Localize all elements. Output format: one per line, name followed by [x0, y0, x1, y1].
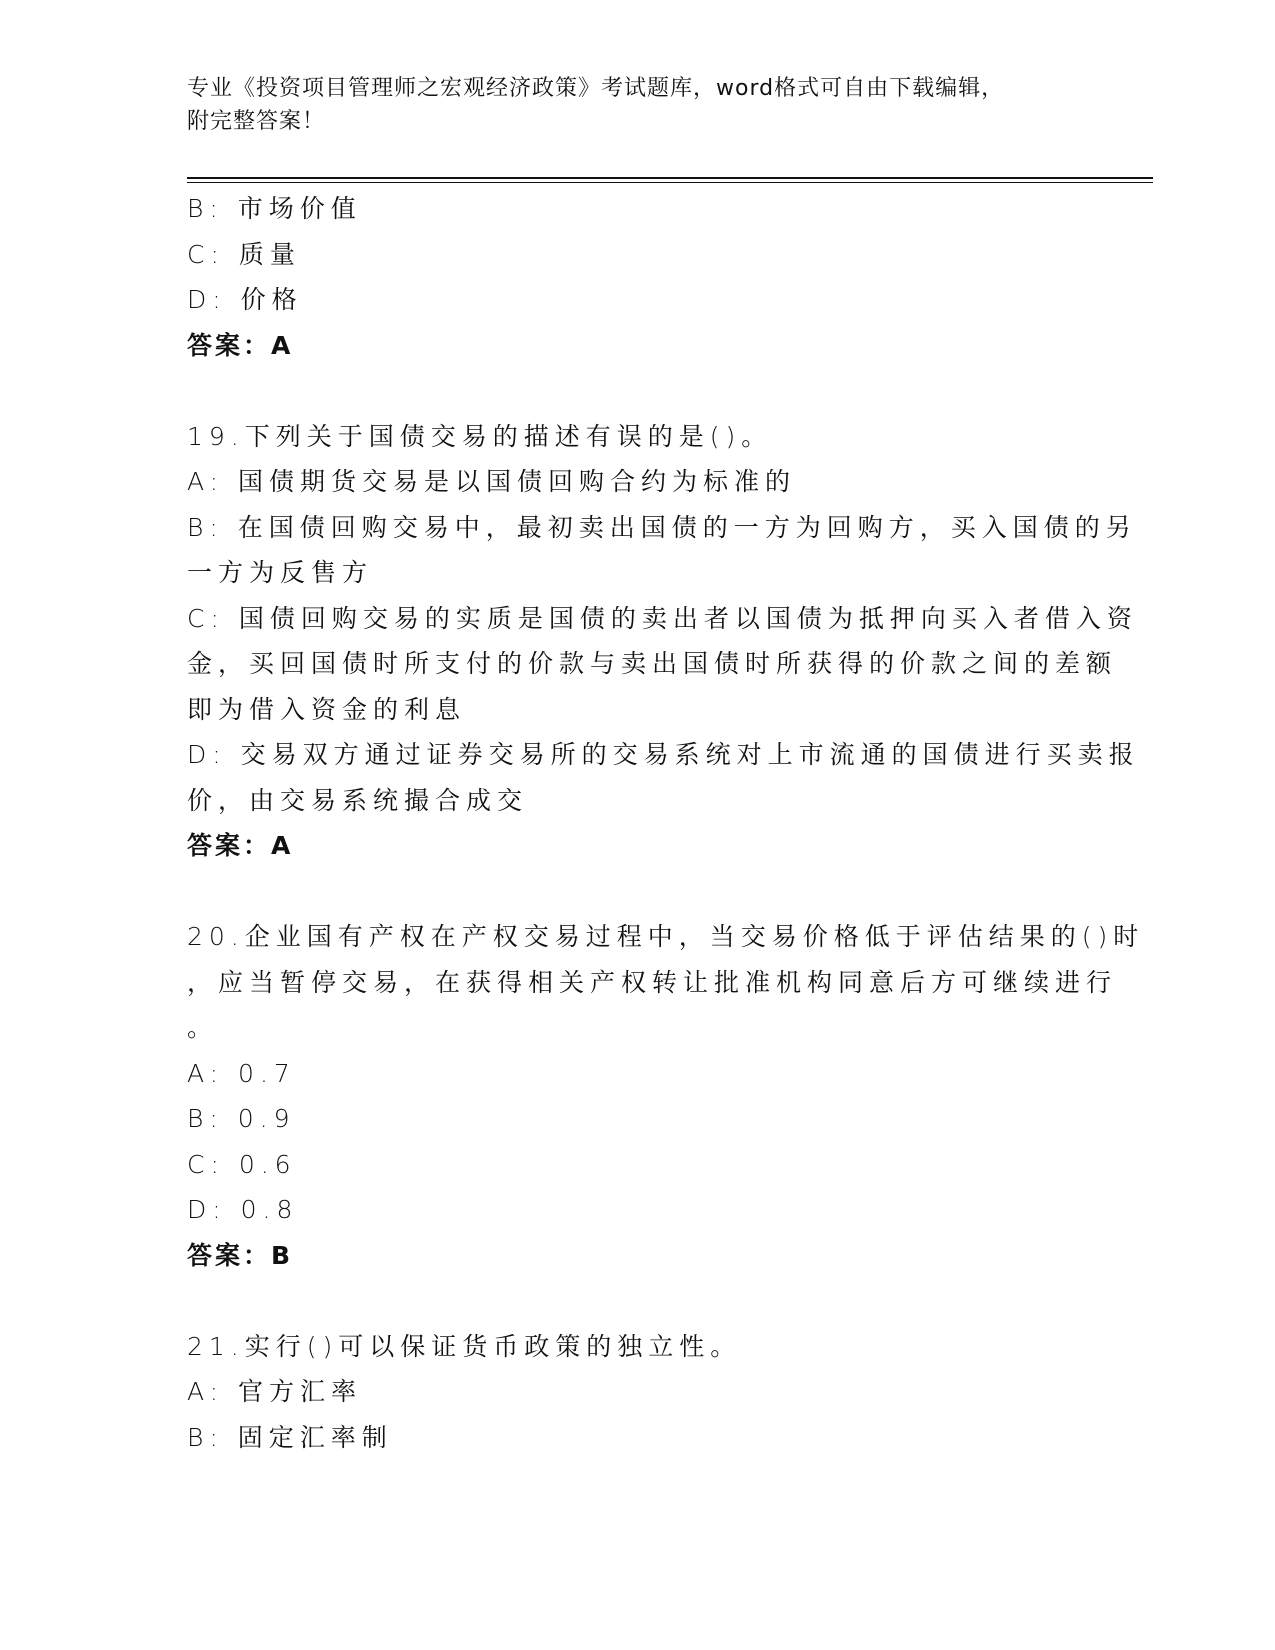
option-line: B: 0.9 — [187, 1104, 296, 1133]
question-block-20 — [187, 914, 1145, 1278]
answer-line: 答案：A — [187, 330, 294, 360]
option-line: A: 国债期货交易是以国债回购合约为标准的 — [187, 467, 797, 496]
option-line: 价，由交易系统撮合成交 — [187, 785, 529, 815]
document-header — [187, 72, 1067, 138]
question-content — [187, 186, 1145, 1460]
option-line: D: 价格 — [187, 285, 303, 314]
option-line: A: 0.7 — [187, 1058, 296, 1088]
block-spacer — [187, 1278, 1087, 1324]
question-line: 19.下列关于国债交易的描述有误的是()。 — [187, 421, 773, 451]
block-spacer — [187, 368, 1087, 414]
option-line: 金，买回国债时所支付的价款与卖出国债时所获得的价款之间的差额 — [187, 649, 1118, 678]
header-rule-thick — [187, 177, 1153, 179]
question-line: 21.实行()可以保证货币政策的独立性。 — [187, 1331, 742, 1361]
question-block-18 — [187, 186, 1087, 368]
question-line: 20.企业国有产权在产权交易过程中，当交易价格低于评估结果的()时 — [187, 922, 1145, 951]
answer-line: 答案：A — [187, 831, 294, 860]
option-line: 一方为反售方 — [187, 558, 374, 587]
question-block-21 — [187, 1324, 1087, 1461]
option-line: B: 固定汇率制 — [187, 1422, 393, 1452]
answer-line: 答案：B — [187, 1240, 294, 1270]
option-line: D: 0.8 — [187, 1195, 299, 1224]
option-line: C: 国债回购交易的实质是国债的卖出者以国债为抵押向买入者借入资 — [187, 603, 1138, 633]
option-line: B: 在国债回购交易中，最初卖出国债的一方为回购方，买入国债的另 — [187, 512, 1137, 542]
option-line: D: 交易双方通过证券交易所的交易系统对上市流通的国债进行买卖报 — [187, 740, 1140, 769]
header-line-1: 专业《投资项目管理师之宏观经济政策》考试题库，word格式可自由下载编辑， — [187, 76, 1005, 101]
option-line: 即为借入资金的利息 — [187, 694, 467, 724]
question-line: ，应当暂停交易，在获得相关产权转让批准机构同意后方可继续进行 — [187, 967, 1118, 997]
header-line-2: 附完整答案！ — [187, 109, 326, 134]
option-line: C: 0.6 — [187, 1149, 297, 1179]
question-block-19 — [187, 414, 1140, 869]
header-rule-thin — [187, 182, 1153, 183]
option-line: B: 市场价值 — [187, 194, 362, 223]
block-spacer — [187, 869, 1087, 915]
question-line: 。 — [187, 1013, 219, 1042]
option-line: C: 质量 — [187, 239, 301, 269]
option-line: A: 官方汇率 — [187, 1377, 363, 1406]
